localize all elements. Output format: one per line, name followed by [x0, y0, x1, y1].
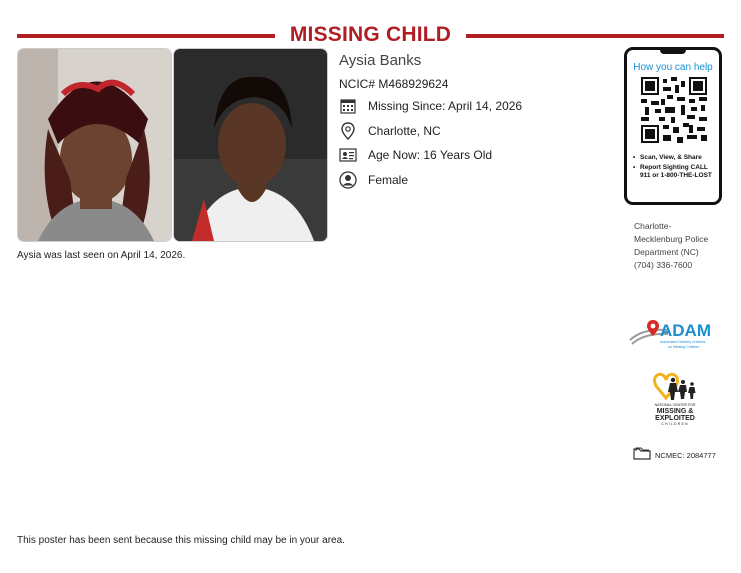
svg-text:EXPLOITED: EXPLOITED	[655, 415, 695, 422]
child-name: Aysia Banks	[339, 52, 422, 69]
id-card-icon	[339, 146, 357, 164]
phone-notch	[660, 49, 686, 54]
location-pin-icon	[339, 122, 357, 140]
age-row	[339, 145, 492, 165]
location-text: Charlotte, NC	[368, 124, 441, 138]
help-bullet: • Scan, View, & Share	[631, 154, 719, 162]
person-icon	[339, 171, 357, 189]
child-photo-2	[173, 48, 328, 242]
folder-icon	[633, 446, 651, 465]
adam-logo	[628, 318, 724, 352]
svg-text:on Missing Children: on Missing Children	[668, 345, 700, 349]
ncic-number: NCIC# M468929624	[339, 77, 449, 91]
svg-text:Automated Delivery of Alerts: Automated Delivery of Alerts	[660, 340, 706, 344]
header-rule-right	[466, 34, 724, 38]
sex-row	[339, 170, 408, 190]
svg-text:ADAM: ADAM	[660, 321, 711, 340]
qr-code[interactable]	[641, 77, 707, 143]
agency-line: Charlotte-	[634, 221, 672, 231]
calendar-icon	[339, 97, 357, 115]
age-text: Age Now: 16 Years Old	[368, 148, 493, 162]
svg-text:MISSING &: MISSING &	[656, 408, 694, 415]
last-seen-caption: Aysia was last seen on April 14, 2026.	[17, 250, 186, 261]
help-bullet: • Report Sighting CALL 911 or 1-800-THE-LOST	[631, 164, 719, 180]
poster-footer-note: This poster has been sent because this missing child may be in your area.	[17, 535, 345, 546]
agency-phone: (704) 336-7600	[634, 260, 693, 270]
agency-line: Department (NC)	[634, 247, 699, 257]
sex-text: Female	[368, 173, 409, 187]
agency-line: Mecklenburg Police	[634, 234, 709, 244]
child-photo-1	[17, 48, 172, 242]
header-rule-left	[17, 34, 275, 38]
svg-text:NATIONAL CENTER FOR: NATIONAL CENTER FOR	[654, 403, 696, 407]
missing-since-row	[339, 96, 522, 116]
svg-text:CHILDREN: CHILDREN	[661, 422, 689, 426]
ncmec-case-number	[633, 446, 716, 465]
how-you-can-help-title: How you can help	[633, 62, 713, 73]
location-row	[339, 121, 441, 141]
missing-since-text: Missing Since: April 14, 2026	[368, 99, 523, 113]
poster-title: MISSING CHILD	[289, 23, 452, 46]
qr-phone-panel	[624, 47, 722, 205]
agency-contact	[634, 220, 729, 272]
ncmec-logo	[646, 370, 704, 428]
help-instructions	[631, 154, 719, 182]
ncmec-case-text: NCMEC: 2084777	[655, 451, 716, 460]
